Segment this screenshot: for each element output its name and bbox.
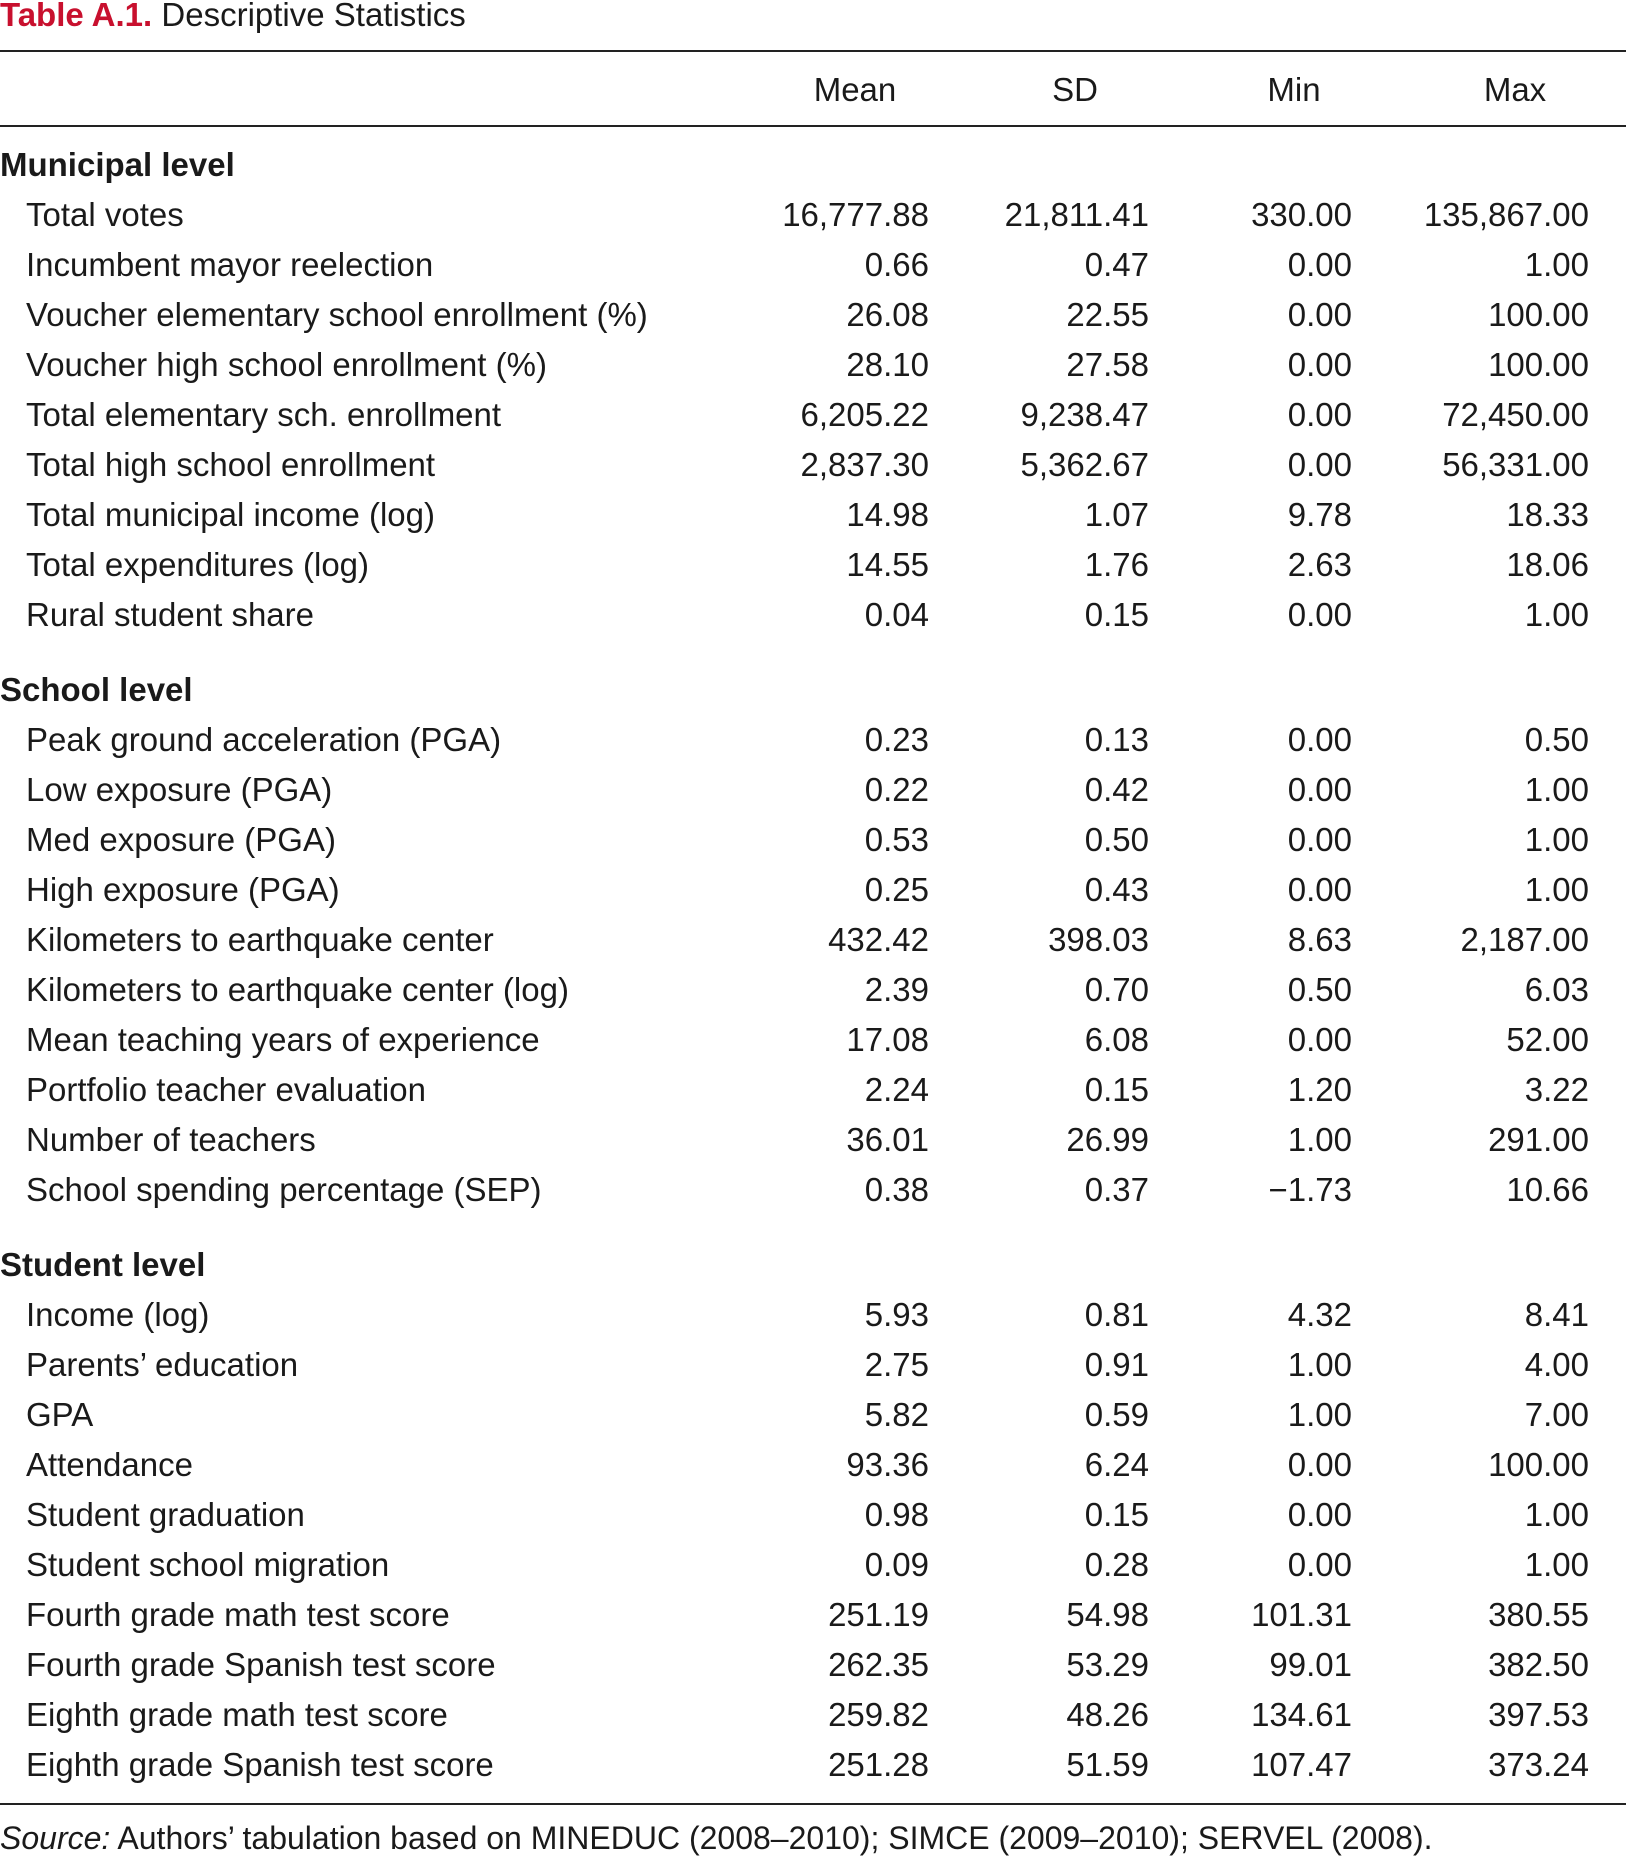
row-label: Income (log)	[26, 1296, 210, 1333]
cell-max: 8.41	[1524, 1296, 1589, 1333]
row-label: Total expenditures (log)	[26, 546, 370, 583]
cell-sd: 0.37	[1084, 1171, 1149, 1208]
cell-max: 52.00	[1506, 1021, 1589, 1058]
section-heading: Municipal level	[0, 146, 235, 183]
cell-min: 99.01	[1269, 1646, 1352, 1683]
source-text: Authors’ tabulation based on MINEDUC (2008–2010); SIMCE (2009–2010); SERVEL (2008).	[117, 1820, 1433, 1856]
column-header-min: Min	[1267, 71, 1321, 108]
cell-sd: 6.08	[1084, 1021, 1149, 1058]
table-row	[0, 765, 1626, 815]
cell-min: 0.00	[1287, 1496, 1352, 1533]
cell-mean: 26.08	[846, 296, 929, 333]
cell-max: 2,187.00	[1460, 921, 1589, 958]
cell-mean: 251.19	[828, 1596, 929, 1633]
row-label: Incumbent mayor reelection	[26, 246, 434, 283]
table-row	[0, 915, 1626, 965]
row-label: School spending percentage (SEP)	[26, 1171, 542, 1208]
table-row	[0, 1540, 1626, 1590]
cell-mean: 16,777.88	[782, 196, 929, 233]
cell-min: 2.63	[1287, 546, 1352, 583]
table-row	[0, 715, 1626, 765]
cell-max: 72,450.00	[1442, 396, 1589, 433]
cell-sd: 26.99	[1066, 1121, 1149, 1158]
cell-max: 135,867.00	[1423, 196, 1589, 233]
row-label: Kilometers to earthquake center (log)	[26, 971, 569, 1008]
row-label: Rural student share	[26, 596, 314, 633]
cell-mean: 0.23	[864, 721, 929, 758]
table-title-text: Descriptive Statistics	[161, 0, 466, 33]
cell-min: 107.47	[1251, 1746, 1352, 1783]
cell-max: 100.00	[1488, 1446, 1589, 1483]
column-header-mean: Mean	[813, 71, 897, 108]
cell-min: 1.00	[1287, 1396, 1352, 1433]
table-row	[0, 815, 1626, 865]
cell-min: 1.20	[1287, 1071, 1352, 1108]
column-header-sd: SD	[1052, 71, 1098, 108]
row-label: Peak ground acceleration (PGA)	[26, 721, 502, 758]
cell-sd: 21,811.41	[1004, 196, 1149, 233]
row-label: Total votes	[26, 196, 184, 233]
cell-sd: 0.70	[1084, 971, 1149, 1008]
cell-mean: 17.08	[846, 1021, 929, 1058]
cell-min: 0.00	[1287, 1446, 1352, 1483]
source-note	[0, 1818, 1433, 1858]
cell-max: 1.00	[1524, 1496, 1589, 1533]
cell-sd: 0.59	[1084, 1396, 1149, 1433]
cell-sd: 48.26	[1066, 1696, 1149, 1733]
cell-max: 18.33	[1506, 496, 1589, 533]
cell-sd: 9,238.47	[1020, 396, 1149, 433]
row-label: Parents’ education	[26, 1346, 299, 1383]
cell-max: 18.06	[1506, 546, 1589, 583]
table-row	[0, 240, 1626, 290]
table-row	[0, 540, 1626, 590]
table-row	[0, 340, 1626, 390]
cell-sd: 1.07	[1084, 496, 1149, 533]
row-label: Low exposure (PGA)	[26, 771, 333, 808]
cell-max: 56,331.00	[1442, 446, 1589, 483]
cell-max: 382.50	[1488, 1646, 1589, 1683]
cell-sd: 53.29	[1066, 1646, 1149, 1683]
cell-mean: 0.98	[864, 1496, 929, 1533]
cell-mean: 432.42	[828, 921, 929, 958]
cell-max: 100.00	[1488, 296, 1589, 333]
cell-max: 3.22	[1524, 1071, 1589, 1108]
cell-min: 0.00	[1287, 446, 1352, 483]
cell-sd: 54.98	[1066, 1596, 1149, 1633]
table-row	[0, 1065, 1626, 1115]
cell-sd: 6.24	[1084, 1446, 1149, 1483]
row-label: High exposure (PGA)	[26, 871, 340, 908]
cell-sd: 22.55	[1066, 296, 1149, 333]
cell-min: 1.00	[1287, 1346, 1352, 1383]
cell-sd: 51.59	[1066, 1746, 1149, 1783]
table-row	[0, 440, 1626, 490]
cell-mean: 2.75	[864, 1346, 929, 1383]
column-header-max: Max	[1483, 71, 1547, 108]
cell-max: 6.03	[1524, 971, 1589, 1008]
row-label: Total elementary sch. enrollment	[26, 396, 502, 433]
cell-min: 0.00	[1287, 771, 1352, 808]
cell-max: 0.50	[1524, 721, 1589, 758]
cell-mean: 14.55	[846, 546, 929, 583]
row-label: Fourth grade Spanish test score	[26, 1646, 496, 1683]
cell-sd: 0.15	[1084, 1496, 1149, 1533]
cell-sd: 0.50	[1084, 821, 1149, 858]
cell-mean: 0.22	[864, 771, 929, 808]
cell-mean: 5.93	[864, 1296, 929, 1333]
row-label: Eighth grade math test score	[26, 1696, 448, 1733]
cell-mean: 0.04	[864, 596, 929, 633]
section-heading: Student level	[0, 1246, 206, 1283]
cell-max: 1.00	[1524, 771, 1589, 808]
cell-mean: 93.36	[846, 1446, 929, 1483]
cell-sd: 0.42	[1084, 771, 1149, 808]
cell-sd: 0.81	[1084, 1296, 1149, 1333]
table-row	[0, 1690, 1626, 1740]
cell-mean: 251.28	[828, 1746, 929, 1783]
cell-max: 1.00	[1524, 1546, 1589, 1583]
table-row	[0, 1390, 1626, 1440]
cell-max: 4.00	[1524, 1346, 1589, 1383]
cell-sd: 0.91	[1084, 1346, 1149, 1383]
cell-mean: 0.25	[864, 871, 929, 908]
table-row	[0, 1340, 1626, 1390]
table-row	[0, 1640, 1626, 1690]
cell-min: 0.00	[1287, 246, 1352, 283]
cell-mean: 259.82	[828, 1696, 929, 1733]
cell-mean: 2.39	[864, 971, 929, 1008]
cell-min: 101.31	[1251, 1596, 1352, 1633]
row-label: Kilometers to earthquake center	[26, 921, 494, 958]
table-row	[0, 1290, 1626, 1340]
table-label: Table A.1.	[0, 0, 153, 33]
cell-sd: 27.58	[1066, 346, 1149, 383]
row-label: Eighth grade Spanish test score	[26, 1746, 494, 1783]
row-label: Voucher high school enrollment (%)	[26, 346, 547, 383]
cell-min: 0.00	[1287, 1546, 1352, 1583]
row-label: Portfolio teacher evaluation	[26, 1071, 426, 1108]
cell-mean: 36.01	[846, 1121, 929, 1158]
section-heading: School level	[0, 671, 193, 708]
table-row	[0, 1165, 1626, 1215]
cell-max: 7.00	[1524, 1396, 1589, 1433]
cell-min: 0.00	[1287, 346, 1352, 383]
cell-min: 8.63	[1287, 921, 1352, 958]
cell-mean: 0.53	[864, 821, 929, 858]
row-label: Fourth grade math test score	[26, 1596, 450, 1633]
cell-min: 0.00	[1287, 821, 1352, 858]
cell-sd: 0.43	[1084, 871, 1149, 908]
cell-max: 1.00	[1524, 596, 1589, 633]
table-row	[0, 965, 1626, 1015]
row-label: GPA	[26, 1396, 94, 1433]
cell-mean: 2.24	[864, 1071, 929, 1108]
cell-sd: 398.03	[1048, 921, 1149, 958]
row-label: Student school migration	[26, 1546, 390, 1583]
row-label: Voucher elementary school enrollment (%)	[26, 296, 648, 333]
cell-mean: 5.82	[864, 1396, 929, 1433]
cell-max: 291.00	[1488, 1121, 1589, 1158]
cell-min: 0.00	[1287, 596, 1352, 633]
table-row	[0, 1590, 1626, 1640]
cell-mean: 0.09	[864, 1546, 929, 1583]
cell-max: 380.55	[1488, 1596, 1589, 1633]
table-row	[0, 865, 1626, 915]
row-label: Attendance	[26, 1446, 193, 1483]
cell-mean: 0.38	[864, 1171, 929, 1208]
cell-mean: 0.66	[864, 246, 929, 283]
table-row	[0, 290, 1626, 340]
row-label: Student graduation	[26, 1496, 305, 1533]
cell-min: 0.00	[1287, 296, 1352, 333]
row-label: Number of teachers	[26, 1121, 316, 1158]
cell-min: 0.00	[1287, 1021, 1352, 1058]
cell-mean: 14.98	[846, 496, 929, 533]
cell-mean: 2,837.30	[800, 446, 929, 483]
table-row	[0, 390, 1626, 440]
cell-sd: 1.76	[1084, 546, 1149, 583]
table-row	[0, 1115, 1626, 1165]
row-label: Med exposure (PGA)	[26, 821, 336, 858]
cell-max: 1.00	[1524, 871, 1589, 908]
table-row	[0, 1440, 1626, 1490]
cell-sd: 0.28	[1084, 1546, 1149, 1583]
cell-max: 10.66	[1506, 1171, 1589, 1208]
row-label: Total municipal income (log)	[26, 496, 436, 533]
table-row	[0, 190, 1626, 240]
cell-max: 100.00	[1488, 346, 1589, 383]
cell-min: 134.61	[1251, 1696, 1352, 1733]
source-label: Source:	[0, 1820, 111, 1856]
cell-mean: 28.10	[846, 346, 929, 383]
cell-min: 4.32	[1287, 1296, 1352, 1333]
row-label: Mean teaching years of experience	[26, 1021, 540, 1058]
cell-mean: 262.35	[828, 1646, 929, 1683]
cell-max: 1.00	[1524, 246, 1589, 283]
cell-sd: 0.47	[1084, 246, 1149, 283]
row-label: Total high school enrollment	[26, 446, 436, 483]
cell-sd: 0.15	[1084, 1071, 1149, 1108]
cell-min: 0.00	[1287, 721, 1352, 758]
cell-min: 1.00	[1287, 1121, 1352, 1158]
cell-min: 9.78	[1287, 496, 1352, 533]
table-row	[0, 1490, 1626, 1540]
table-row	[0, 1015, 1626, 1065]
table-row	[0, 1740, 1626, 1790]
cell-min: 0.00	[1287, 871, 1352, 908]
bottom-rule	[0, 1803, 1626, 1805]
table-row	[0, 590, 1626, 640]
cell-min: −1.73	[1268, 1171, 1352, 1208]
cell-sd: 0.15	[1084, 596, 1149, 633]
table-row	[0, 490, 1626, 540]
cell-max: 1.00	[1524, 821, 1589, 858]
cell-sd: 0.13	[1084, 721, 1149, 758]
cell-sd: 5,362.67	[1020, 446, 1149, 483]
cell-min: 330.00	[1251, 196, 1352, 233]
cell-min: 0.00	[1287, 396, 1352, 433]
cell-min: 0.50	[1287, 971, 1352, 1008]
cell-mean: 6,205.22	[800, 396, 929, 433]
cell-max: 373.24	[1488, 1746, 1589, 1783]
cell-max: 397.53	[1488, 1696, 1589, 1733]
